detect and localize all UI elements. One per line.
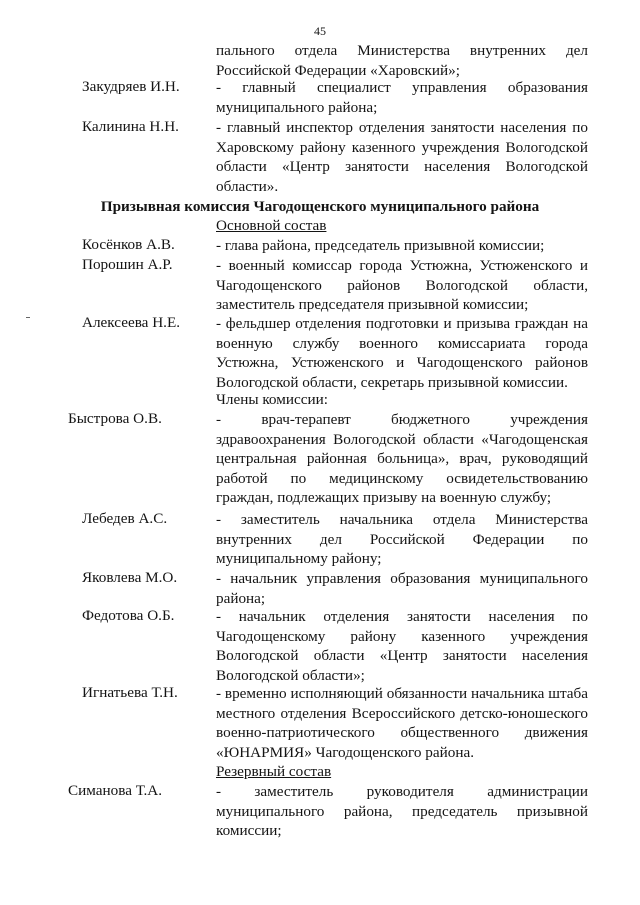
member-description: - заместитель руководителя администрации муниципального района, председатель призывной комиссии; — [216, 783, 588, 840]
member-name: Лебедев А.С. — [82, 510, 168, 527]
member-description: - фельдшер отделения подготовки и призыва граждан на военную службу военного комиссариата города Устюжна, Устюженского и Чагодощенского районов Вологодской области, секретарь призывной комиссии. — [216, 315, 588, 391]
member-name: Игнатьева Т.Н. — [82, 684, 178, 701]
members-label: Члены комиссии: — [216, 391, 328, 408]
member-name: Симанова Т.А. — [68, 782, 163, 799]
member-description: - временно исполняющий обязанности начальника штаба местного отделения Всероссийского детско-юношеского военно-патриотического общественного движения «ЮНАРМИЯ» Чагодощенского района. — [216, 685, 588, 761]
member-name: Федотова О.Б. — [82, 607, 175, 624]
page-number: 45 — [314, 24, 326, 38]
main-composition-label: Основной состав — [216, 217, 327, 234]
member-name: Косёнков А.В. — [82, 236, 175, 253]
continuation-text — [216, 41, 588, 80]
member-name: Порошин А.Р. — [82, 256, 173, 273]
section-heading: Призывная комиссия Чагодощенского муниципального района — [100, 198, 540, 215]
member-description: - военный комиссар города Устюжна, Устюженского и Чагодощенского районов Вологодской области, заместитель председателя призывной комиссии; — [216, 257, 588, 314]
member-description: - главный инспектор отделения занятости населения по Харовскому району казенного учреждения Вологодской области «Центр занятости населения Вологодской области». — [216, 119, 588, 195]
margin-mark — [26, 317, 30, 318]
member-name: Яковлева М.О. — [82, 569, 178, 586]
member-name: Быстрова О.В. — [68, 410, 162, 427]
member-description: - заместитель начальника отдела Министерства внутренних дел Российской Федерации по муниципальному району; — [216, 511, 588, 568]
member-name: Закудряев И.Н. — [82, 78, 180, 95]
member-name: Алексеева Н.Е. — [82, 314, 181, 331]
member-description: - начальник отделения занятости населения по Чагодощенскому району казенного учреждения Вологодской области «Центр занятости населения Вологодской области»; — [216, 608, 588, 684]
member-description: - главный специалист управления образования муниципального района; — [216, 79, 588, 116]
member-description: - глава района, председатель призывной комиссии; — [216, 237, 545, 254]
reserve-composition-label: Резервный состав — [216, 763, 332, 780]
member-description: - врач-терапевт бюджетного учреждения здравоохранения Вологодской области «Чагодощенская центральная районная больница», врач, руководящий работой по медицинскому освидетельствованию граждан, подлежащих призыву на военную службу; — [216, 411, 588, 507]
continuation-paragraph: пального отдела Министерства внутренних дел Российской Федерации «Харовский»; — [216, 42, 588, 79]
member-description: - начальник управления образования муниципального района; — [216, 570, 588, 607]
member-name: Калинина Н.Н. — [82, 118, 179, 135]
